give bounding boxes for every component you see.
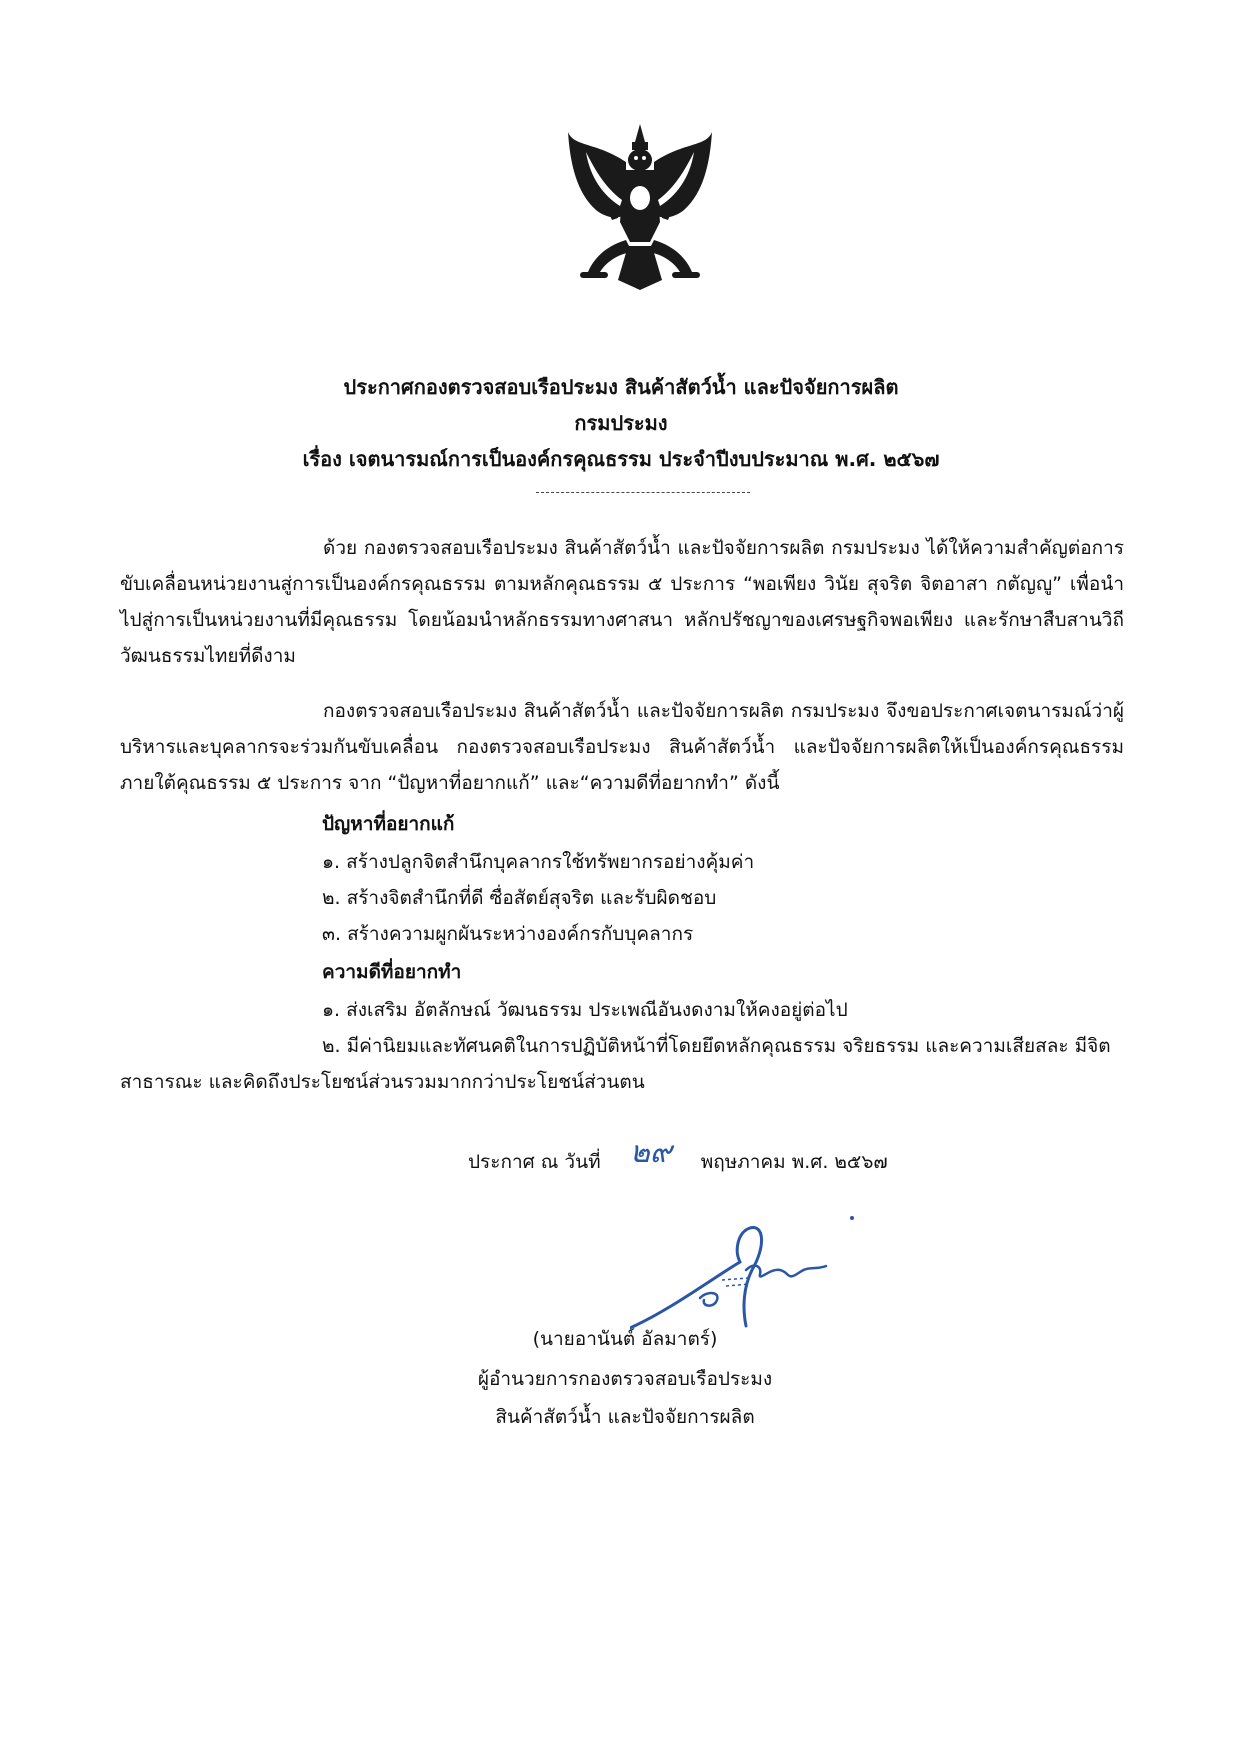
announcement-subject: เรื่อง เจตนารมณ์การเป็นองค์กรคุณธรรม ประจำปีงบประมาณ พ.ศ. ๒๕๖๗ (302, 447, 940, 471)
department-name: กรมประมง (574, 411, 668, 435)
handwritten-day (626, 1128, 702, 1170)
announcement-title: ประกาศกองตรวจสอบเรือประมง สินค้าสัตว์น้ำ และปัจจัยการผลิต (343, 375, 899, 399)
garuda-emblem-icon (566, 122, 714, 292)
signatory-position: ผู้อำนวยการกองตรวจสอบเรือประมง (477, 1368, 773, 1390)
problem-item: ๑. สร้างปลูกจิตสำนึกบุคลากรใช้ทรัพยากรอย่างคุ้มค่า (322, 851, 755, 873)
date-prefix: ประกาศ ณ วันที่ (468, 1151, 601, 1173)
signatory-name: (นายอานันต์ อัลมาตร์) (532, 1328, 718, 1350)
good-deeds-heading: ความดีที่อยากทำ (322, 961, 462, 983)
intro-paragraph: ด้วย กองตรวจสอบเรือประมง สินค้าสัตว์น้ำ และปัจจัยการผลิต กรมประมง ได้ให้ความสำคัญต่อการขับเคลื่อนหน่วยงานสู่การเป็นองค์กรคุณธรรม ตามหลักคุณธรรม ๕ ประการ “พอเพียง วินัย สุจริต จิตอาสา กตัญญู” เพื่อนำไปสู่การเป็นหน่วยงานที่มีคุณธรรม โดยน้อมนำหลักธรรมทางศาสนา หลักปรัชญาของเศรษฐกิจพอเพียง และรักษาสืบสานวิถีวัฒนธรรมไทยที่ดีงาม (120, 537, 1124, 667)
declaration-paragraph: กองตรวจสอบเรือประมง สินค้าสัตว์น้ำ และปัจจัยการผลิต กรมประมง จึงขอประกาศเจตนารมณ์ว่าผู้บริหารและบุคลากรจะร่วมกันขับเคลื่อน กองตรวจสอบเรือประมง สินค้าสัตว์น้ำ และปัจจัยการผลิตให้เป็นองค์กรคุณธรรม ภายใต้คุณธรรม ๕ ประการ จาก “ปัญหาที่อยากแก้” และ“ความดีที่อยากทำ” ดังนี้ (120, 700, 1124, 794)
good-deed-item: ๑. ส่งเสริม อัตลักษณ์ วัฒนธรรม ประเพณีอันงดงามให้คงอยู่ต่อไป (322, 999, 848, 1021)
problems-heading: ปัญหาที่อยากแก้ (322, 813, 455, 835)
problem-item: ๓. สร้างความผูกผันระหว่างองค์กรกับบุคลากร (322, 923, 694, 945)
signatory-position-line2: สินค้าสัตว์น้ำ และปัจจัยการผลิต (495, 1406, 755, 1428)
handwritten-day-text: ๒๙ (630, 1135, 672, 1170)
good-deed-item: ๒. มีค่านิยมและทัศนคติในการปฏิบัติหน้าที่โดยยึดหลักคุณธรรม จริยธรรม และความเสียสละ มีจิตสาธารณะ และคิดถึงประโยชน์ส่วนรวมมากกว่าประโยชน์ส่วนตน (120, 1035, 1111, 1093)
title-divider (536, 492, 750, 493)
signature-image (630, 1210, 870, 1340)
problem-item: ๒. สร้างจิตสำนึกที่ดี ซื่อสัตย์สุจริต และรับผิดชอบ (322, 887, 717, 909)
date-month-year: พฤษภาคม พ.ศ. ๒๕๖๗ (700, 1151, 888, 1173)
